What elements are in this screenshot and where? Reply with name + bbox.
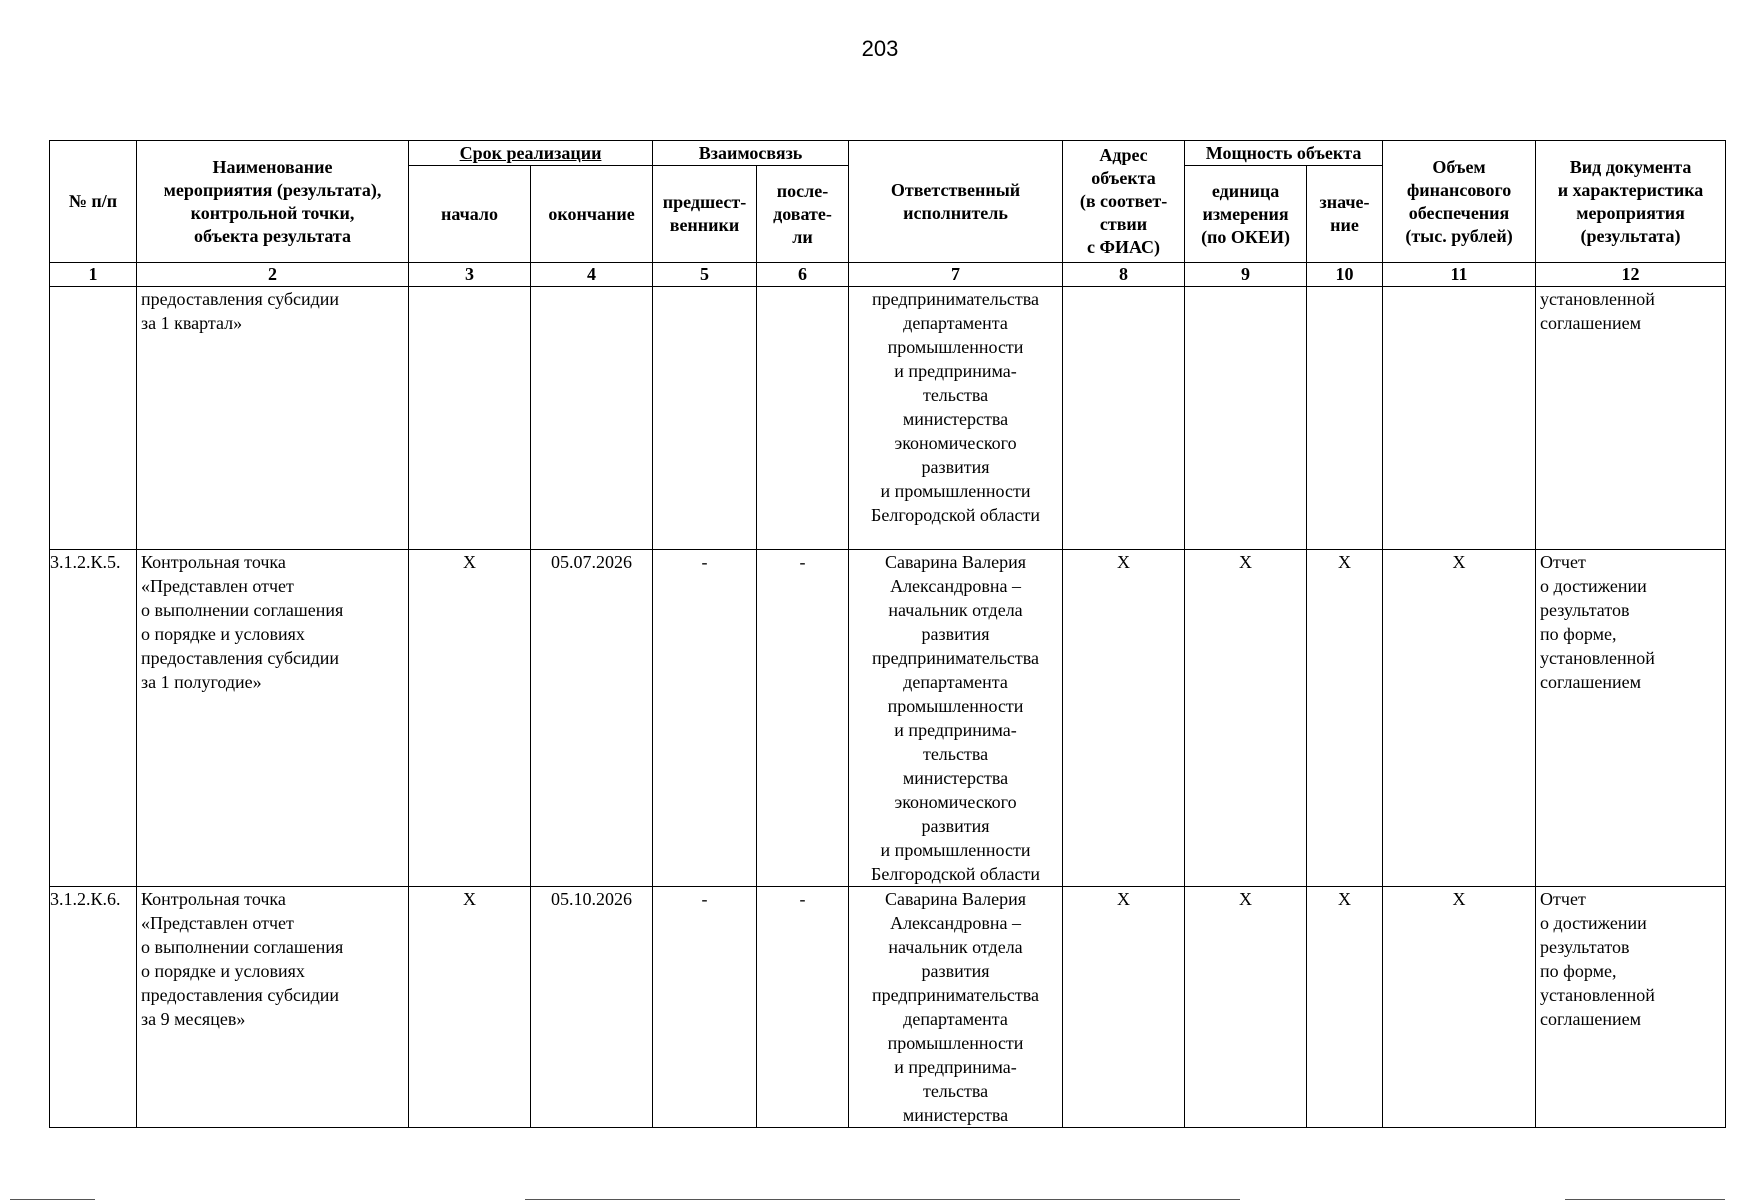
header-responsible: Ответственный исполнитель xyxy=(849,141,1063,263)
header-finance: Объем финансового обеспечения (тыс. рублей) xyxy=(1383,141,1536,263)
row-id: 3.1.2.К.6. xyxy=(50,887,137,1128)
column-number: 10 xyxy=(1307,263,1383,287)
column-number: 1 xyxy=(50,263,137,287)
row-responsible: предпринимательства департамента промышленности и предпринима- тельства министерства экономического развития и промышленности Белгородской области xyxy=(849,287,1063,550)
column-number: 3 xyxy=(409,263,531,287)
header-value: значе- ние xyxy=(1307,166,1383,263)
table-row xyxy=(50,550,1726,887)
header-group-link: Взаимосвязь xyxy=(653,141,849,166)
header-address: Адрес объекта (в соответ- ствии с ФИАС) xyxy=(1063,141,1185,263)
row-predecessors: - xyxy=(653,550,757,887)
row-value: X xyxy=(1307,887,1383,1128)
page-number: 203 xyxy=(861,36,899,61)
column-number: 9 xyxy=(1185,263,1307,287)
row-name: предоставления субсидии за 1 квартал» xyxy=(137,287,409,550)
header-group-capacity: Мощность объекта xyxy=(1185,141,1383,166)
column-number: 4 xyxy=(531,263,653,287)
row-successors: - xyxy=(757,550,849,887)
header-unit: единица измерения (по ОКЕИ) xyxy=(1185,166,1307,263)
row-finance: X xyxy=(1383,887,1536,1128)
row-end: 05.10.2026 xyxy=(531,887,653,1128)
row-predecessors xyxy=(653,287,757,550)
row-responsible: Саварина Валерия Александровна – начальник отдела развития предпринимательства департамента промышленности и предпринима- тельства министерства экономического развития и промышленности Белгородской области xyxy=(849,550,1063,887)
column-number: 12 xyxy=(1536,263,1726,287)
header-name: Наименование мероприятия (результата), контрольной точки, объекта результата xyxy=(137,141,409,263)
row-unit: X xyxy=(1185,550,1307,887)
row-name: Контрольная точка «Представлен отчет о выполнении соглашения о порядке и условиях предоставления субсидии за 9 месяцев» xyxy=(137,887,409,1128)
header-number: № п/п xyxy=(50,141,137,263)
header-start: начало xyxy=(409,166,531,263)
header-group-term: Срок реализации xyxy=(409,141,653,166)
row-successors xyxy=(757,287,849,550)
row-unit: X xyxy=(1185,887,1307,1128)
row-document: Отчет о достижении результатов по форме, установленной соглашением xyxy=(1536,550,1726,887)
row-unit xyxy=(1185,287,1307,550)
row-predecessors: - xyxy=(653,887,757,1128)
column-number: 6 xyxy=(757,263,849,287)
row-address: X xyxy=(1063,550,1185,887)
row-address xyxy=(1063,287,1185,550)
row-successors: - xyxy=(757,887,849,1128)
plan-table xyxy=(49,140,1726,1128)
row-value xyxy=(1307,287,1383,550)
row-end xyxy=(531,287,653,550)
header-successors: после- довате- ли xyxy=(757,166,849,263)
row-id xyxy=(50,287,137,550)
row-end: 05.07.2026 xyxy=(531,550,653,887)
row-start: X xyxy=(409,550,531,887)
row-document: установленной соглашением xyxy=(1536,287,1726,550)
row-name: Контрольная точка «Представлен отчет о выполнении соглашения о порядке и условиях предоставления субсидии за 1 полугодие» xyxy=(137,550,409,887)
row-finance: X xyxy=(1383,550,1536,887)
table-row xyxy=(50,887,1726,1128)
column-number: 7 xyxy=(849,263,1063,287)
row-start xyxy=(409,287,531,550)
column-number: 2 xyxy=(137,263,409,287)
row-address: X xyxy=(1063,887,1185,1128)
row-finance xyxy=(1383,287,1536,550)
header-end: окончание xyxy=(531,166,653,263)
column-number: 8 xyxy=(1063,263,1185,287)
row-id: 3.1.2.К.5. xyxy=(50,550,137,887)
header-predecessors: предшест- венники xyxy=(653,166,757,263)
row-responsible: Саварина Валерия Александровна – начальник отдела развития предпринимательства департамента промышленности и предпринима- тельства министерства xyxy=(849,887,1063,1128)
row-value: X xyxy=(1307,550,1383,887)
table-row xyxy=(50,287,1726,550)
row-start: X xyxy=(409,887,531,1128)
header-document: Вид документа и характеристика мероприятия (результата) xyxy=(1536,141,1726,263)
row-document: Отчет о достижении результатов по форме, установленной соглашением xyxy=(1536,887,1726,1128)
column-number: 11 xyxy=(1383,263,1536,287)
column-number: 5 xyxy=(653,263,757,287)
